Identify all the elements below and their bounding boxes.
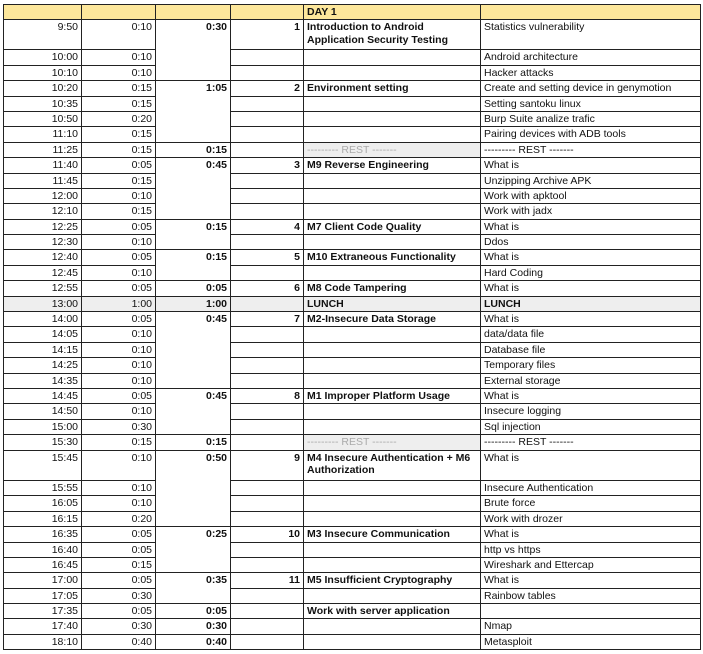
schedule-row [4,265,701,280]
duration: 0:10 [82,327,156,342]
schedule-row [4,619,701,634]
header-cell-duration [82,5,156,20]
start-time: 12:30 [4,235,82,250]
module-number [231,373,304,388]
module-topic: LUNCH [304,296,481,311]
duration: 0:10 [82,404,156,419]
subtopic: Pairing devices with ADB tools [481,127,701,142]
start-time: 17:05 [4,588,82,603]
subtopic: Brute force [481,496,701,511]
subtopic: data/data file [481,327,701,342]
module-number: 2 [231,81,304,96]
schedule-row [4,634,701,649]
subtopic: Nmap [481,619,701,634]
subtopic: Sql injection [481,419,701,434]
schedule-row [4,50,701,65]
block-duration: 0:25 [156,527,231,573]
duration: 0:15 [82,204,156,219]
module-number [231,511,304,526]
block-duration: 0:35 [156,573,231,604]
module-number [231,404,304,419]
rest-row [4,435,701,450]
subtopic: Setting santoku linux [481,96,701,111]
module-topic: M5 Insufficient Cryptography [304,573,481,588]
start-time: 10:35 [4,96,82,111]
block-duration: 0:45 [156,158,231,220]
module-topic [304,634,481,649]
subtopic: What is [481,527,701,542]
module-topic [304,496,481,511]
schedule-row [4,111,701,126]
start-time: 12:40 [4,250,82,265]
module-number [231,480,304,495]
schedule-row [4,20,701,50]
duration: 0:10 [82,265,156,280]
schedule-row [4,281,701,296]
schedule-row [4,173,701,188]
duration: 0:40 [82,634,156,649]
module-topic: M10 Extraneous Functionality [304,250,481,265]
module-number [231,419,304,434]
module-topic [304,511,481,526]
duration: 0:10 [82,358,156,373]
duration: 0:05 [82,542,156,557]
schedule-row [4,527,701,542]
duration: 0:05 [82,604,156,619]
module-topic [304,50,481,65]
duration: 0:20 [82,111,156,126]
subtopic: What is [481,388,701,403]
start-time: 16:15 [4,511,82,526]
duration: 0:30 [82,588,156,603]
module-number [231,634,304,649]
duration: 0:05 [82,250,156,265]
start-time: 16:35 [4,527,82,542]
duration: 0:15 [82,173,156,188]
start-time: 10:10 [4,65,82,80]
module-number [231,619,304,634]
module-topic [304,373,481,388]
schedule-row [4,373,701,388]
start-time: 9:50 [4,20,82,50]
subtopic: What is [481,219,701,234]
module-number: 1 [231,20,304,50]
start-time: 17:40 [4,619,82,634]
start-time: 14:00 [4,312,82,327]
module-number [231,188,304,203]
module-number: 8 [231,388,304,403]
start-time: 16:05 [4,496,82,511]
module-topic: M7 Client Code Quality [304,219,481,234]
module-topic [304,65,481,80]
subtopic: http vs https [481,542,701,557]
module-number [231,127,304,142]
subtopic: Work with apktool [481,188,701,203]
block-duration: 0:50 [156,450,231,527]
block-duration: 0:15 [156,435,231,450]
module-number [231,142,304,157]
block-duration: 1:00 [156,296,231,311]
duration: 0:05 [82,388,156,403]
subtopic: Work with drozer [481,511,701,526]
schedule-row [4,388,701,403]
rest-row [4,142,701,157]
duration: 0:05 [82,312,156,327]
module-topic [304,173,481,188]
subtopic: Insecure logging [481,404,701,419]
block-duration: 0:30 [156,20,231,81]
duration: 0:10 [82,480,156,495]
subtopic: Android architecture [481,50,701,65]
schedule-row [4,327,701,342]
module-topic [304,96,481,111]
start-time: 12:00 [4,188,82,203]
module-number: 10 [231,527,304,542]
start-time: 15:45 [4,450,82,480]
module-number [231,327,304,342]
schedule-row [4,588,701,603]
block-duration: 0:40 [156,634,231,649]
module-topic [304,404,481,419]
module-topic [304,419,481,434]
duration: 0:15 [82,81,156,96]
module-topic [304,557,481,572]
module-topic: --------- REST ------- [304,435,481,450]
block-duration: 0:45 [156,388,231,434]
start-time: 15:30 [4,435,82,450]
module-topic [304,358,481,373]
start-time: 11:10 [4,127,82,142]
module-number [231,50,304,65]
start-time: 15:55 [4,480,82,495]
duration: 0:20 [82,511,156,526]
subtopic: What is [481,281,701,296]
block-duration: 0:15 [156,219,231,250]
subtopic: Rainbow tables [481,588,701,603]
module-number [231,342,304,357]
module-topic [304,542,481,557]
subtopic: --------- REST ------- [481,435,701,450]
module-number: 11 [231,573,304,588]
duration: 0:10 [82,342,156,357]
subtopic: Hacker attacks [481,65,701,80]
duration: 0:15 [82,557,156,572]
duration: 0:05 [82,281,156,296]
duration: 0:15 [82,127,156,142]
block-duration: 0:45 [156,312,231,389]
module-number [231,557,304,572]
schedule-row [4,480,701,495]
schedule-row [4,188,701,203]
module-number [231,296,304,311]
start-time: 16:40 [4,542,82,557]
module-number [231,65,304,80]
module-topic [304,480,481,495]
start-time: 10:00 [4,50,82,65]
block-duration: 0:05 [156,281,231,296]
schedule-row [4,158,701,173]
block-duration: 0:15 [156,250,231,281]
schedule-row [4,235,701,250]
module-topic [304,235,481,250]
module-topic [304,327,481,342]
start-time: 16:45 [4,557,82,572]
subtopic: What is [481,573,701,588]
start-time: 17:35 [4,604,82,619]
duration: 0:10 [82,188,156,203]
duration: 0:10 [82,65,156,80]
module-topic: M4 Insecure Authentication + M6 Authorization [304,450,481,480]
module-topic: Work with server application [304,604,481,619]
block-duration: 0:15 [156,142,231,157]
module-number [231,604,304,619]
module-number [231,588,304,603]
subtopic: Statistics vulnerability [481,20,701,50]
subtopic: What is [481,158,701,173]
lunch-row [4,296,701,311]
schedule-row [4,450,701,480]
module-topic: M8 Code Tampering [304,281,481,296]
start-time: 10:50 [4,111,82,126]
start-time: 17:00 [4,573,82,588]
schedule-row [4,96,701,111]
module-number [231,204,304,219]
subtopic: Database file [481,342,701,357]
header-cell-number [231,5,304,20]
module-number [231,435,304,450]
schedule-row [4,127,701,142]
subtopic: Create and setting device in genymotion [481,81,701,96]
schedule-row [4,65,701,80]
subtopic: Metasploit [481,634,701,649]
duration: 0:30 [82,419,156,434]
duration: 0:05 [82,527,156,542]
module-topic [304,619,481,634]
start-time: 11:45 [4,173,82,188]
header-cell-subtopic [481,5,701,20]
subtopic: Hard Coding [481,265,701,280]
module-number: 4 [231,219,304,234]
duration: 0:10 [82,450,156,480]
schedule-row [4,219,701,234]
subtopic: LUNCH [481,296,701,311]
module-number [231,265,304,280]
subtopic: External storage [481,373,701,388]
header-row [4,5,701,20]
module-number [231,358,304,373]
start-time: 13:00 [4,296,82,311]
module-topic: M9 Reverse Engineering [304,158,481,173]
schedule-row [4,604,701,619]
module-number [231,173,304,188]
schedule-row [4,511,701,526]
start-time: 14:45 [4,388,82,403]
schedule-row [4,419,701,434]
subtopic: What is [481,450,701,480]
module-number: 5 [231,250,304,265]
schedule-row [4,204,701,219]
module-topic [304,588,481,603]
subtopic: Unzipping Archive APK [481,173,701,188]
start-time: 12:25 [4,219,82,234]
module-topic [304,204,481,219]
module-topic [304,265,481,280]
module-number: 9 [231,450,304,480]
module-topic [304,111,481,126]
start-time: 15:00 [4,419,82,434]
subtopic: Ddos [481,235,701,250]
schedule-row [4,358,701,373]
schedule-row [4,573,701,588]
module-number: 7 [231,312,304,327]
subtopic: --------- REST ------- [481,142,701,157]
duration: 0:10 [82,373,156,388]
module-number: 6 [231,281,304,296]
block-duration: 0:05 [156,604,231,619]
module-topic [304,342,481,357]
duration: 0:15 [82,435,156,450]
start-time: 14:05 [4,327,82,342]
schedule-row [4,250,701,265]
subtopic: What is [481,250,701,265]
day-label: DAY 1 [304,5,481,20]
subtopic: Work with jadx [481,204,701,219]
start-time: 11:25 [4,142,82,157]
start-time: 10:20 [4,81,82,96]
module-number [231,235,304,250]
duration: 0:10 [82,235,156,250]
duration: 0:05 [82,158,156,173]
duration: 0:15 [82,96,156,111]
subtopic: What is [481,312,701,327]
module-topic [304,127,481,142]
module-topic: M2-Insecure Data Storage [304,312,481,327]
module-topic: --------- REST ------- [304,142,481,157]
block-duration: 1:05 [156,81,231,143]
start-time: 18:10 [4,634,82,649]
start-time: 14:35 [4,373,82,388]
subtopic: Insecure Authentication [481,480,701,495]
duration: 1:00 [82,296,156,311]
module-number [231,496,304,511]
module-topic: M3 Insecure Communication [304,527,481,542]
schedule-table [3,4,701,650]
schedule-row [4,542,701,557]
start-time: 11:40 [4,158,82,173]
subtopic: Temporary files [481,358,701,373]
subtopic [481,604,701,619]
start-time: 14:15 [4,342,82,357]
schedule-row [4,496,701,511]
schedule-row [4,81,701,96]
schedule-row [4,342,701,357]
start-time: 12:55 [4,281,82,296]
module-number [231,96,304,111]
duration: 0:10 [82,50,156,65]
start-time: 12:45 [4,265,82,280]
module-number: 3 [231,158,304,173]
duration: 0:30 [82,619,156,634]
duration: 0:05 [82,219,156,234]
subtopic: Wireshark and Ettercap [481,557,701,572]
start-time: 14:25 [4,358,82,373]
schedule-row [4,404,701,419]
start-time: 12:10 [4,204,82,219]
module-topic: M1 Improper Platform Usage [304,388,481,403]
duration: 0:05 [82,573,156,588]
schedule-row [4,312,701,327]
module-topic: Environment setting [304,81,481,96]
subtopic: Burp Suite analize trafic [481,111,701,126]
module-topic: Introduction to Android Application Security Testing [304,20,481,50]
module-number [231,111,304,126]
start-time: 14:50 [4,404,82,419]
block-duration: 0:30 [156,619,231,634]
duration: 0:10 [82,20,156,50]
schedule-row [4,557,701,572]
module-topic [304,188,481,203]
module-number [231,542,304,557]
duration: 0:10 [82,496,156,511]
header-cell-block [156,5,231,20]
duration: 0:15 [82,142,156,157]
header-cell-start [4,5,82,20]
